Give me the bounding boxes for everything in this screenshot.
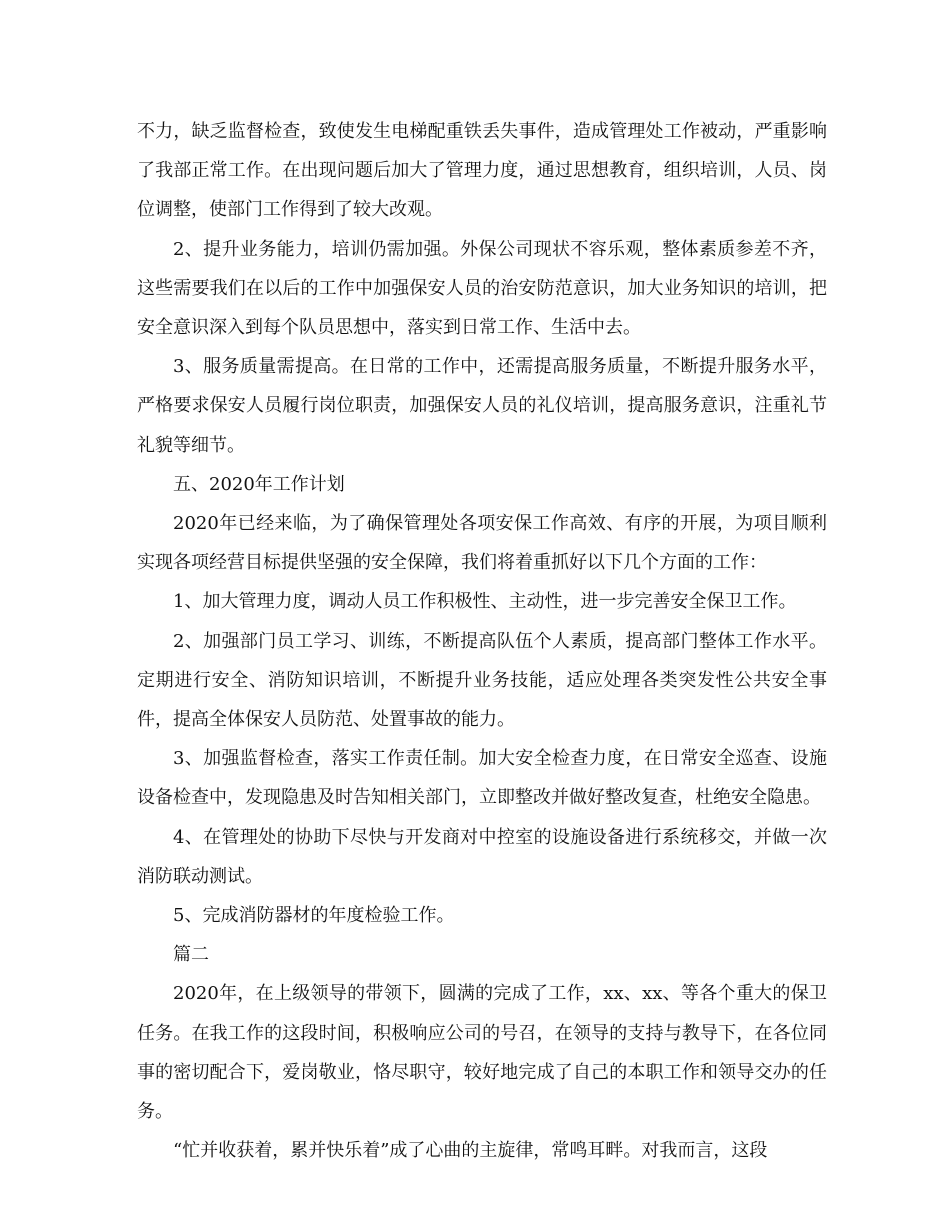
paragraph-improve-ability: 2、提升业务能力，培训仍需加强。外保公司现状不容乐观，整体素质参差不齐，这些需要我们在以后的工作中加强保安人员的治安防范意识，加大业务知识的培训，把安全意识深入到每个队员思想中，落实到日常工作、生活中去。 [137,238,827,339]
paragraph-quote: “忙并收获着，累并快乐着”成了心曲的主旋律，常鸣耳畔。对我而言，这段 [173,1140,768,1162]
section-heading-part-two: 篇二 [173,944,209,966]
section-heading-work-plan: 五、2020年工作计划 [173,473,345,495]
paragraph-part-two-intro: 2020年，在上级领导的带领下，圆满的完成了工作，xx、xx、等各个重大的保卫任务。在我工作的这段时间，积极响应公司的号召，在领导的支持与教导下，在各位同事的密切配合下，爱岗敬业，恪尽职守，较好地完成了自己的本职工作和领导交办的任务。 [137,983,827,1123]
paragraph-plan-intro: 2020年已经来临，为了确保管理处各项安保工作高效、有序的开展，为项目顺利实现各项经营目标提供坚强的安全保障，我们将着重抓好以下几个方面的工作： [137,513,827,574]
plan-item-3: 3、加强监督检查，落实工作责任制。加大安全检查力度，在日常安全巡查、设施设备检查中，发现隐患及时告知相关部门，立即整改并做好整改复查，杜绝安全隐患。 [137,748,827,809]
plan-item-1: 1、加大管理力度，调动人员工作积极性、主动性，进一步完善安全保卫工作。 [173,591,797,613]
paragraph-service-quality: 3、服务质量需提高。在日常的工作中，还需提高服务质量，不断提升服务水平，严格要求保安人员履行岗位职责，加强保安人员的礼仪培训，提高服务意识，注重礼节礼貌等细节。 [137,356,827,456]
plan-item-2: 2、加强部门员工学习、训练，不断提高队伍个人素质，提高部门整体工作水平。定期进行安全、消防知识培训，不断提升业务技能，适应处理各类突发性公共安全事件，提高全体保安人员防范、处置事故的能力。 [137,630,827,731]
paragraph-continued: 不力，缺乏监督检查，致使发生电梯配重铁丢失事件，造成管理处工作被动，严重影响了我部正常工作。在出现问题后加大了管理力度，通过思想教育，组织培训，人员、岗位调整，使部门工作得到了较大改观。 [137,121,827,221]
document-body [137,112,827,1170]
plan-item-5: 5、完成消防器材的年度检验工作。 [173,905,455,927]
plan-item-4: 4、在管理处的协助下尽快与开发商对中控室的设施设备进行系统移交，并做一次消防联动测试。 [137,826,827,887]
